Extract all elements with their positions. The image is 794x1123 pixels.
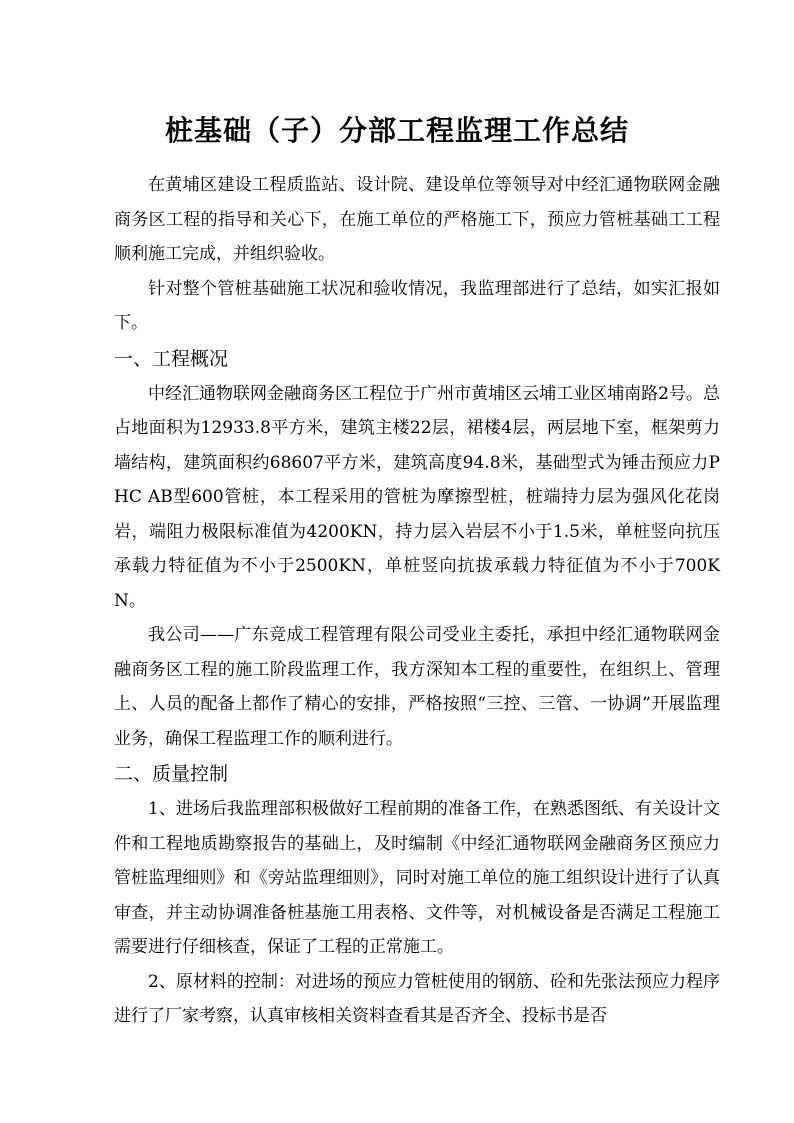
document-body	[114, 168, 720, 1034]
intro-paragraph: 在黄埔区建设工程质监站、设计院、建设单位等领导对中经汇通物联网金融商务区工程的指导和关心下，在施工单位的严格施工下，预应力管桩基础工工程顺利施工完成，并组织验收。	[114, 175, 720, 264]
intro-paragraph: 针对整个管桩基础施工状况和验收情况，我监理部进行了总结，如实汇报如下。	[114, 278, 720, 333]
overview-paragraph: 中经汇通物联网金融商务区工程位于广州市黄埔区云埔工业区埔南路2号。总占地面积为12933.8平方米，建筑主楼22层，裙楼4层，两层地下室，框架剪力墙结构，建筑面积约68607平方米，建筑高度94.8米，基础型式为锤击预应力PHC AB型600管桩，本工程采用的管桩为摩擦型桩，桩端持力层为强风化花岗岩，端阻力极限标准值为4200KN，持力层入岩层不小于1.5米，单桩竖向抗压承载力特征值为不小于2500KN，单桩竖向抗拔承载力特征值为不小于700KN。	[114, 383, 720, 611]
overview-paragraph: 我公司——广东竞成工程管理有限公司受业主委托，承担中经汇通物联网金融商务区工程的施工阶段监理工作，我方深知本工程的重要性，在组织上、管理上、人员的配备上都作了精心的安排，严格按照“三控、三管、一协调”开展监理业务，确保工程监理工作的顺利进行。	[114, 625, 720, 749]
quality-control-paragraph: 1、进场后我监理部积极做好工程前期的准备工作，在熟悉图纸、有关设计文件和工程地质勘察报告的基础上，及时编制《中经汇通物联网金融商务区预应力管桩监理细则》和《旁站监理细则》，同时对施工单位的施工组织设计进行了认真审查，并主动协调准备桩基施工用表格、文件等，对机械设备是否满足工程施工需要进行仔细核查，保证了工程的正常施工。	[114, 799, 720, 957]
section-heading-quality-control: 二、质量控制	[114, 763, 229, 785]
quality-control-paragraph: 2、原材料的控制：对进场的预应力管桩使用的钢筋、砼和先张法预应力程序进行了厂家考察，认真审核相关资料查看其是否齐全、投标书是否	[114, 971, 720, 1026]
section-heading-overview: 一、工程概况	[114, 347, 229, 370]
document-title: 桩基础（子）分部工程监理工作总结	[164, 113, 629, 147]
